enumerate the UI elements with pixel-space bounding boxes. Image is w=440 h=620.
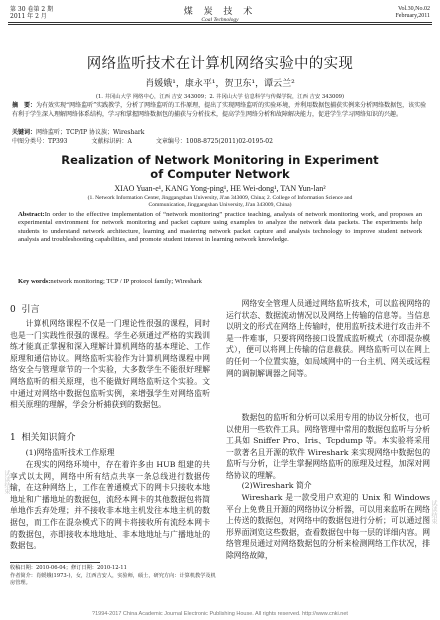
authors-en: XIAO Yuan-e¹, KANG Yong-ping¹, HE Wei-dong¹, TAN Yun-lan² [114,184,326,193]
affiliation-en [20,195,420,209]
issue-date: 2011 年 2 月 [10,13,47,20]
section-0-number: 0 [10,305,16,315]
journal-name-en: Coal Technology [201,17,239,23]
classification-cn: 中图分类号：TP393 文献标识码：A 文章编号：1008-8725(2011)02-0195-02 [12,138,273,145]
right-paragraph-2: 数据包的监听和分析可以采用专用的协议分析仪，也可以使用一些软件工具。网络管理中常用的数据包监听与分析工具如 Sniffer Pro、Iris、Tcpdump 等。本实验将采用一款著名且开源的软件 Wireshark 来实现网络中数据包的监听与分析，让学生掌握网络监听的原理及过程，加深对网络协议的理解。 [226,413,430,480]
keywords-cn [12,129,428,138]
article-title-en-line2: of Computer Network [150,167,290,181]
volume-issue: 第 30 卷第 2 期 [10,6,54,13]
intro-paragraph: 计算机网络课程不仅是一门理论性很强的课程，同时也是一门实践性很强的课程。学生必须通过严格的实践训练才能真正掌握和深入理解计算机网络的基本理论、工作原理和通信协议。网络监听实验作为计算机网络课程中网络安全与管理章节的一个实验，大多数学生不能很好理解网络监听的相关原理，也不能做好网络监听这个实验。文中通过对网络中数据包监听实例，来增强学生对网络监听相关原理的理解，学会分析捕获到的数据包。 [10,319,210,410]
abstract-en-label: Abstract: [18,211,45,218]
subsection-1-1-heading: (1)网络监听技术工作原理 [25,448,115,457]
volume-issue-en: Vol.30,No.02 [397,6,430,12]
journal-volume-en [395,6,430,20]
affiliation-cn: (1. 井冈山大学 网络中心，江西 吉安 343009；2. 井冈山大学 信息科学与传媒学院，江西 吉安 343009) [95,94,345,100]
section-1-number: 1 [10,433,16,443]
affiliation-en-line2: Communication, Jinggangshan University, Ji'an 343009, China) [148,202,292,208]
section-0-heading [10,304,39,316]
affiliation-en-line1: (1. Network Information Center, Jinggangshan University, Ji'an 343009, China; 2. College of Information Science and [87,195,353,201]
section-1-title: 相关知识简介 [21,433,76,443]
side-mark-left: 试读结束 [3,470,9,494]
abstract-en [18,211,422,244]
article-title-en-line1: Realization of Network Monitoring in Experiment [61,153,379,167]
footnote-author: 作者简介：肖媛娥(1973-)，女，江西吉安人，实验师，硕士，研究方向：计算机教学及机房管理。 [10,573,216,586]
header-rule-thin [8,24,432,25]
keywords-cn-text: 网络监听；TCP/IP 协议族；Wireshark [36,129,145,136]
keywords-en [18,278,422,286]
right-paragraph-3: Wireshark 是一款受用户欢迎的 Unix 和 Windows 平台上免费且开源的网络协议分析器，可以用来监听在网络上传送的数据包，对网络中的数据包进行分析；可以通过图形界面浏览这些数据，查看数据包中每一层的详细内容。网络管理员通过对网络数据包的分析来检测网络工作状况，排除网络故障， [226,493,430,560]
abstract-cn-text: 为有效实现“网络监听”实践教学，分析了网络监听的工作原理，提出了实现网络监听的实验环境，并利用数据包捕获实例来分析网络数据包，该实验有利于学生深入理解网络体系结构，学习和掌握网络数据包的捕获与分析技术，提高学生网络分析和故障解决能力，促进学生学习网络知识的兴趣。 [12,102,427,118]
abstract-cn-label: 摘 要： [12,102,37,109]
copyright-footer: ?1994-2017 China Academic Journal Electronic Publishing House. All rights reserved. http://www.cnki.net [92,611,348,617]
journal-name-cn: 煤 炭 技 术 [183,7,257,17]
footnote-rule [10,562,100,563]
keywords-cn-label: 关键词： [12,129,37,136]
header-rule [8,22,432,23]
section-1-heading [10,432,75,444]
abstract-en-text: In order to the effective implementation of “network monitoring” practice teaching, analysis of network monitoring work, and proposes an experimental environment for network monitoring and packet capture using examples to analyze the network data packets. The experiments help students to understand network architecture, learning and mastering network packet capture and analysis technology to improve student network analysis and troubleshooting capabilities, and promote student interest in learning network knowledge. [18,211,422,243]
subsection-1-2-heading: (2)Wireshark 简介 [241,481,312,490]
keywords-en-label: Key words: [18,278,51,285]
side-mark-right: 试读结束 [430,500,436,524]
abstract-cn [12,102,428,119]
keywords-en-text: network monitoring; TCP / IP protocol family; Wireshark [50,278,202,285]
issue-date-en: February,2011 [395,13,430,19]
footnote-received: 收稿日期：2010-06-04；修订日期：2010-12-11 [10,565,127,571]
section-0-title: 引言 [21,305,40,315]
right-paragraph-1: 网络安全管理人员通过网络监听技术，可以监视网络的运行状态、数据流动情况以及网络上传输的信息等。当信息以明文的形式在网络上传输时，使用监听技术进行攻击并不是一件难事，只要将网络接口设置成监听模式（亦即混杂模式），便可以将网上传输的信息截获。网络监听可以在网上的任何一个位置实施，如局域网中的一台主机、网关或远程网的调制解调器之间等。 [226,299,430,378]
article-title-cn: 网络监听技术在计算机网络实验中的实现 [86,56,354,72]
journal-name [0,4,440,23]
authors-cn: 肖媛娥¹，康永平¹，贺卫东¹，谭云兰² [145,79,295,89]
subsection-1-1-paragraph: 在现实的网络环境中，存在着许多由 HUB 组建的共享式以太网，网络中所有结点共享一条总线进行数据传输，在这种网络上，工作在普通模式下的网卡只接收本地地址和广播地址的数据包，流经本网卡的其他数据包将简单地作丢弃处理；并不接收非本地主机发往本地主机的数据包，而工作在混杂模式下的网卡将接收所有流经本网卡的数据包，亦即接收本地地址、非本地地址与广播地址的数据包。 [10,460,210,551]
